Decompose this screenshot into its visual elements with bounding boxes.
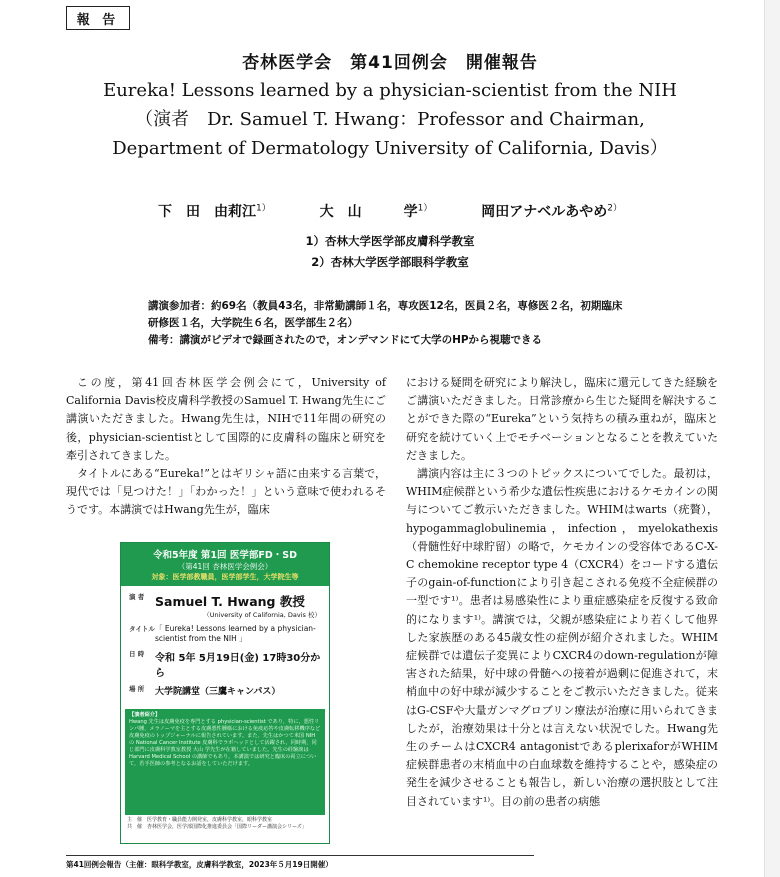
poster-body: [121, 586, 329, 706]
title-english: [60, 76, 720, 163]
participants-line-2: 研修医１名，大学院生６名，医学部生２名）: [148, 317, 358, 329]
participants-line-1: 講演参加者：約69名（教員43名，非常勤講師１名，専攻医12名，医員２名，専修医２名，初期臨床: [148, 300, 623, 312]
right-paragraph-1: における疑問を研究により解決し，臨床に還元してきた経験をご講演いただきました。日常診療から生じた疑問を解決することができた際の“Eureka”という気持ちの積み重ねが，臨床と研究を続けていく上でモチベーションとなることを教えていただきました。: [406, 376, 718, 462]
poster-audience: 対象：医学部教職員，医学部学生，大学院生等: [151, 573, 299, 581]
title-japanese: 杏林医学会 第41回例会 開催報告: [242, 53, 538, 73]
poster-date-row: 日 時 令和 5年 5月19日(金) 17時30分から: [129, 650, 321, 679]
poster-speaker: Samuel T. Hwang 教授: [155, 594, 305, 609]
footer-rule: [66, 855, 534, 856]
left-paragraph-2: タイトルにある“Eureka!”とはギリシャ語に由来する言葉で，現代では「見つけた！」「わかった！」という意味で使われるそうです。本講演ではHwang先生が，臨床: [66, 467, 386, 517]
poster-date: 令和 5年 5月19日(金) 17時30分から: [155, 653, 321, 679]
poster-place: 大学院講堂（三鷹キャンパス）: [155, 687, 281, 697]
poster-series: 令和5年度 第1回 医学部FD・SD: [153, 550, 297, 561]
title-english-line-1: Eureka! Lessons learned by a physician-scientist from the NIH: [103, 80, 677, 101]
poster-meeting: （第41回 杏林医学会例会）: [177, 562, 273, 571]
poster-intro: 【演者紹介】 Hwang 先生は皮膚免疫を専門とする physician-scientist であり，特に，悪性リンパ腫，メラノーマを主とする皮膚悪性腫瘍における免疫応答や皮膚転移機序など皮膚免疫のトップジャーナルに報告されています。また，先生はかつて米国 NIH の National Cancer Institute 皮膚科でラボヘッドとして活躍され，同時期，同じ部門に皮膚科学教室教授 大山 学先生が在籍していました。先生の経験談は Harvard Medical School の講師でもあり，本講演では研究と臨床の両立について，若手医師の参考となるお話をしていただけます。: [125, 709, 325, 815]
page-edge: [764, 0, 780, 877]
right-column: [406, 374, 718, 811]
right-paragraph-2: 講演内容は主に３つのトピックスについてでした。最初は，WHIM症候群という希少な遺伝性疾患におけるケモカインの関与についてご教示いただきました。WHIMはwarts（疣贅），hypogammaglobulinemia，infection，myelokathexis（骨髄性好中球貯留）の略で，ケモカインの受容体であるC-X-C chemokine receptor type 4（CXCR4）をコードする遺伝子のgain-of-functionにより引き起こされる免疫不全症候群の一型です¹⁾。患者は易感染性により重症感染症を反復する致命的になります¹⁾。講演では，父親が感染症により若くして他界した家族歴のある45歳女性の症例が紹介されました。WHIM症候群では遺伝子変異によりCXCR4のdown-regulationが障害された結果，好中球の骨髄への接着が過剰に促進されて，末梢血中の好中球が減少することをご教示いただきました。従来はG-CSFや大量ガンマグロブリン療法が治療に用いられてきましたが，治療効果は十分とは言えない状況でした。Hwang先生のチームはCXCR4 antagonistであるplerixaforがWHIM症候群患者の末梢血中の白血球数を維持することや，感染症の発生を減少させることも報告し，新しい治療の選択肢として注目されています¹⁾。目の前の患者の病態: [406, 467, 718, 808]
author-1: 下 田 由莉江$^{1)}$: [158, 203, 271, 220]
lecture-meta: [148, 298, 628, 349]
affiliation-2: 2）杏林大学医学部眼科学教室: [311, 255, 469, 269]
affiliation-1: 1）杏林大学医学部皮膚科学教室: [305, 234, 475, 248]
report-tag: 報 告: [66, 6, 130, 30]
author-2: 大 山 学$^{1)}$: [319, 203, 433, 220]
poster-speaker-univ: （University of California, Davis 校）: [203, 611, 321, 619]
title-english-line-2: （演者 Dr. Samuel T. Hwang：Professor and Chairman,: [135, 109, 645, 130]
poster-title-row: タイトル 「 Eureka! Lessons learned by a physician-scientist from the NIH 」: [129, 624, 321, 644]
left-paragraph-1: この度，第41回杏林医学会例会にて，University of California Davis校皮膚科学教授のSamuel T. Hwang先生にご講演いただきました。Hwang先生は，NIHで11年間の研究の後，physician-scientistとして国際的に皮膚科の臨床と研究を牽引されてきました。: [66, 376, 386, 462]
poster-place-row: 場 所 大学院講堂（三鷹キャンパス）: [129, 684, 321, 697]
author-3: 岡田アナベルあやめ$^{2)}$: [481, 203, 622, 220]
author-list: [0, 200, 780, 221]
event-poster: [120, 542, 330, 844]
poster-header: [121, 543, 329, 586]
left-column: [66, 374, 386, 520]
poster-footer: 主 催 医学教育・職員能力開発室，皮膚科学教室，眼科学教室 共 催 杏林医学会，医学部国際化推進委員会「国際リーダー講演会シリーズ」: [127, 817, 307, 830]
poster-speaker-row: 演 者 Samuel T. Hwang 教授 （University of California, Davis 校）: [129, 593, 321, 619]
note-line: 備考：講演がビデオで録画されたので，オンデマンドにて大学のHPから視聴できる: [148, 334, 543, 346]
poster-title: 「 Eureka! Lessons learned by a physician-scientist from the NIH 」: [155, 624, 316, 643]
page-footer: 第41回例会報告（主催：眼科学教室，皮膚科学教室，2023年５月19日開催）: [66, 860, 333, 869]
title-english-line-3: Department of Dermatology University of California, Davis）: [112, 138, 668, 159]
